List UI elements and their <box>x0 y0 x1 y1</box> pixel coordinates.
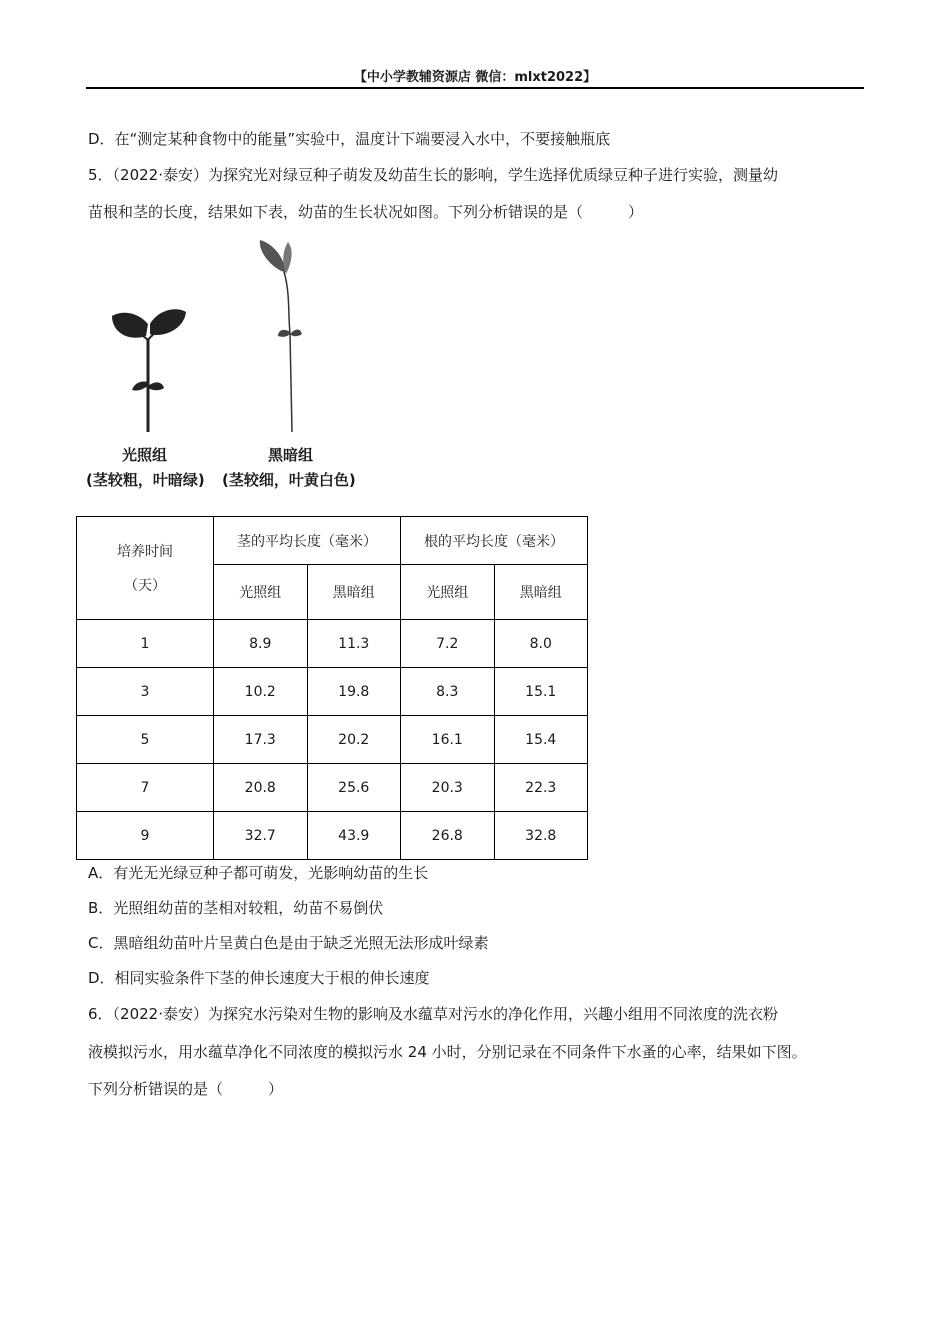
value-cell: 19.8 <box>307 668 401 716</box>
root-dark-header: 黑暗组 <box>494 565 588 620</box>
growth-data-table <box>76 516 588 860</box>
value-cell: 26.8 <box>401 812 495 860</box>
day-cell: 1 <box>77 620 214 668</box>
stem-light-header: 光照组 <box>214 565 308 620</box>
time-unit: （天） <box>124 578 166 594</box>
value-cell: 22.3 <box>494 764 588 812</box>
stem-dark-header: 黑暗组 <box>307 565 401 620</box>
q4-option-d: D．在“测定某种食物中的能量”实验中，温度计下端要浸入水中，不要接触瓶底 <box>88 130 611 148</box>
stem-length-header: 茎的平均长度（毫米） <box>214 517 401 565</box>
day-cell: 5 <box>77 716 214 764</box>
light-group-note: (茎较粗，叶暗绿) <box>86 471 205 489</box>
value-cell: 32.8 <box>494 812 588 860</box>
value-cell: 15.4 <box>494 716 588 764</box>
light-group-seedling <box>112 309 186 432</box>
root-light-header: 光照组 <box>401 565 495 620</box>
q5-option-d: D．相同实验条件下茎的伸长速度大于根的伸长速度 <box>88 969 430 987</box>
header-rule <box>86 87 864 89</box>
value-cell: 20.3 <box>401 764 495 812</box>
value-cell: 15.1 <box>494 668 588 716</box>
value-cell: 17.3 <box>214 716 308 764</box>
q5-stem-line-1: 5．（2022·泰安）为探究光对绿豆种子萌发及幼苗生长的影响，学生选择优质绿豆种子进行实验，测量幼 <box>88 166 778 184</box>
value-cell: 32.7 <box>214 812 308 860</box>
seedling-figure <box>82 232 382 494</box>
day-cell: 9 <box>77 812 214 860</box>
seedling-drawing <box>82 232 382 442</box>
dark-group-note: (茎较细，叶黄白色) <box>222 471 356 489</box>
page-header: 【中小学教辅资源店 微信：mlxt2022】 <box>353 70 597 85</box>
value-cell: 43.9 <box>307 812 401 860</box>
day-cell: 3 <box>77 668 214 716</box>
value-cell: 8.3 <box>401 668 495 716</box>
value-cell: 11.3 <box>307 620 401 668</box>
dark-group-label: 黑暗组 <box>268 446 314 464</box>
value-cell: 20.2 <box>307 716 401 764</box>
value-cell: 20.8 <box>214 764 308 812</box>
table-row <box>77 812 588 860</box>
q5-stem-line-2: 苗根和茎的长度，结果如下表，幼苗的生长状况如图。下列分析错误的是（ ） <box>88 203 644 221</box>
value-cell: 25.6 <box>307 764 401 812</box>
table-row <box>77 668 588 716</box>
value-cell: 8.0 <box>494 620 588 668</box>
dark-group-seedling <box>260 240 302 432</box>
time-header: 培养时间 <box>117 544 173 560</box>
table-row <box>77 716 588 764</box>
q5-option-b: B．光照组幼苗的茎相对较粗，幼苗不易倒伏 <box>88 899 384 917</box>
value-cell: 16.1 <box>401 716 495 764</box>
q5-option-c: C．黑暗组幼苗叶片呈黄白色是由于缺乏光照无法形成叶绿素 <box>88 934 489 952</box>
day-cell: 7 <box>77 764 214 812</box>
q6-stem-line-3: 下列分析错误的是（ ） <box>88 1080 284 1098</box>
time-header-cell <box>77 517 214 620</box>
q6-stem-line-2: 液模拟污水，用水蕴草净化不同浓度的模拟污水 24 小时，分别记录在不同条件下水蚤的心率，结果如下图。 <box>88 1043 807 1061</box>
root-length-header: 根的平均长度（毫米） <box>401 517 588 565</box>
light-group-label: 光照组 <box>122 446 168 464</box>
value-cell: 10.2 <box>214 668 308 716</box>
value-cell: 8.9 <box>214 620 308 668</box>
q5-option-a: A．有光无光绿豆种子都可萌发，光影响幼苗的生长 <box>88 864 429 882</box>
q6-stem-line-1: 6．（2022·泰安）为探究水污染对生物的影响及水蕴草对污水的净化作用，兴趣小组用不同浓度的洗衣粉 <box>88 1005 778 1023</box>
value-cell: 7.2 <box>401 620 495 668</box>
table-row <box>77 764 588 812</box>
table-row <box>77 620 588 668</box>
